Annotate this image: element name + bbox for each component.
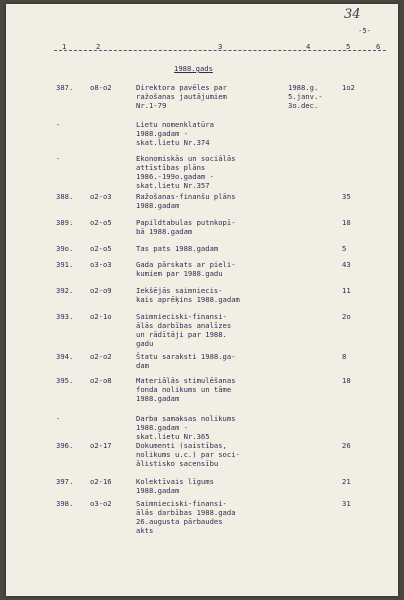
page-count: 5 bbox=[342, 244, 347, 253]
row-number: 396. bbox=[56, 441, 74, 450]
archive-inventory-page bbox=[6, 4, 398, 596]
row-number: - bbox=[56, 414, 61, 423]
page-count: 18 bbox=[342, 218, 351, 227]
column-number-3: 3 bbox=[218, 42, 223, 51]
column-number-6: 6 bbox=[376, 42, 381, 51]
file-title: Tas pats 1988.gadam bbox=[136, 244, 219, 253]
section-heading: 1988.gads bbox=[174, 64, 213, 73]
row-number: 388. bbox=[56, 192, 74, 201]
index-code: o2-o5 bbox=[90, 218, 112, 227]
index-code: o2-o2 bbox=[90, 352, 112, 361]
column-number-5: 5 bbox=[346, 42, 351, 51]
index-code: o2-o5 bbox=[90, 244, 112, 253]
file-title: Dokumenti (saistības, nolikums u.c.) par soci- ālistisko sacensību bbox=[136, 441, 240, 468]
page-count: 18 bbox=[342, 376, 351, 385]
index-code: o2-o3 bbox=[90, 192, 112, 201]
file-title: Gada pārskats ar pieli- kumiem par 1988.gadu bbox=[136, 260, 236, 278]
page-count: 1o2 bbox=[342, 83, 355, 92]
file-title: Iekšējās saimniecis- kais aprēķins 1988.gadam bbox=[136, 286, 240, 304]
index-code: o2-1o bbox=[90, 312, 112, 321]
row-number: - bbox=[56, 120, 61, 129]
file-title: Materiālās stimulēšanas fonda nolikums un tāme 1988.gadam bbox=[136, 376, 236, 403]
index-code: o3-o2 bbox=[90, 499, 112, 508]
handwritten-folio-number: 34 bbox=[344, 7, 361, 22]
column-number-1: 1 bbox=[62, 42, 67, 51]
index-code: o2-16 bbox=[90, 477, 112, 486]
row-number: - bbox=[56, 154, 61, 163]
row-number: 398. bbox=[56, 499, 74, 508]
file-title: Papildtabulas putnkopī- bā 1988.gadam bbox=[136, 218, 236, 236]
file-title: Ražošanas-finanšu plāns 1988.gadam bbox=[136, 192, 236, 210]
row-number: 392. bbox=[56, 286, 74, 295]
file-title: Darba samaksas nolikums 1988.gadam - skat.lietu Nr.365 bbox=[136, 414, 236, 441]
file-title: Ekonomiskās un sociālās attīstības plāns 1986.-199o.gadam - skat.lietu Nr.357 bbox=[136, 154, 236, 190]
page-count: 26 bbox=[342, 441, 351, 450]
index-code: o2-o8 bbox=[90, 376, 112, 385]
index-code: o3-o3 bbox=[90, 260, 112, 269]
index-code: o2-17 bbox=[90, 441, 112, 450]
row-number: 397. bbox=[56, 477, 74, 486]
row-number: 39o. bbox=[56, 244, 74, 253]
file-title: Kolektīvais līgums 1988.gadam bbox=[136, 477, 214, 495]
index-code: o8-o2 bbox=[90, 83, 112, 92]
file-title: Lietu nomenklatūra 1988.gadam - skat.lietu Nr.374 bbox=[136, 120, 214, 147]
page-count: 43 bbox=[342, 260, 351, 269]
page-count: 21 bbox=[342, 477, 351, 486]
index-code: o2-o9 bbox=[90, 286, 112, 295]
row-number: 393. bbox=[56, 312, 74, 321]
row-number: 394. bbox=[56, 352, 74, 361]
page-count: 8 bbox=[342, 352, 347, 361]
page-count: 31 bbox=[342, 499, 351, 508]
row-number: 391. bbox=[56, 260, 74, 269]
file-title: Saimnieciski-finansi- ālās darbības 1988.gada 26.augusta pārbaudes akts bbox=[136, 499, 236, 535]
column-number-4: 4 bbox=[306, 42, 311, 51]
file-title: Direktora pavēles par ražošanas jautājumiem Nr.1-79 bbox=[136, 83, 227, 110]
page-number-mark: -5- bbox=[358, 26, 371, 35]
row-number: 387. bbox=[56, 83, 74, 92]
row-number: 389. bbox=[56, 218, 74, 227]
page-count: 11 bbox=[342, 286, 351, 295]
page-count: 2o bbox=[342, 312, 351, 321]
row-number: 395. bbox=[56, 376, 74, 385]
date-range: 1988.g. 5.janv.- 3o.dec. bbox=[288, 83, 323, 110]
file-title: Štatu saraksti 1988.ga- dam bbox=[136, 352, 236, 370]
header-divider bbox=[54, 50, 386, 51]
page-count: 35 bbox=[342, 192, 351, 201]
file-title: Saimnieciski-finansi- ālās darbības analīzes un rādītāji par 1988. gadu bbox=[136, 312, 232, 348]
column-number-2: 2 bbox=[96, 42, 101, 51]
